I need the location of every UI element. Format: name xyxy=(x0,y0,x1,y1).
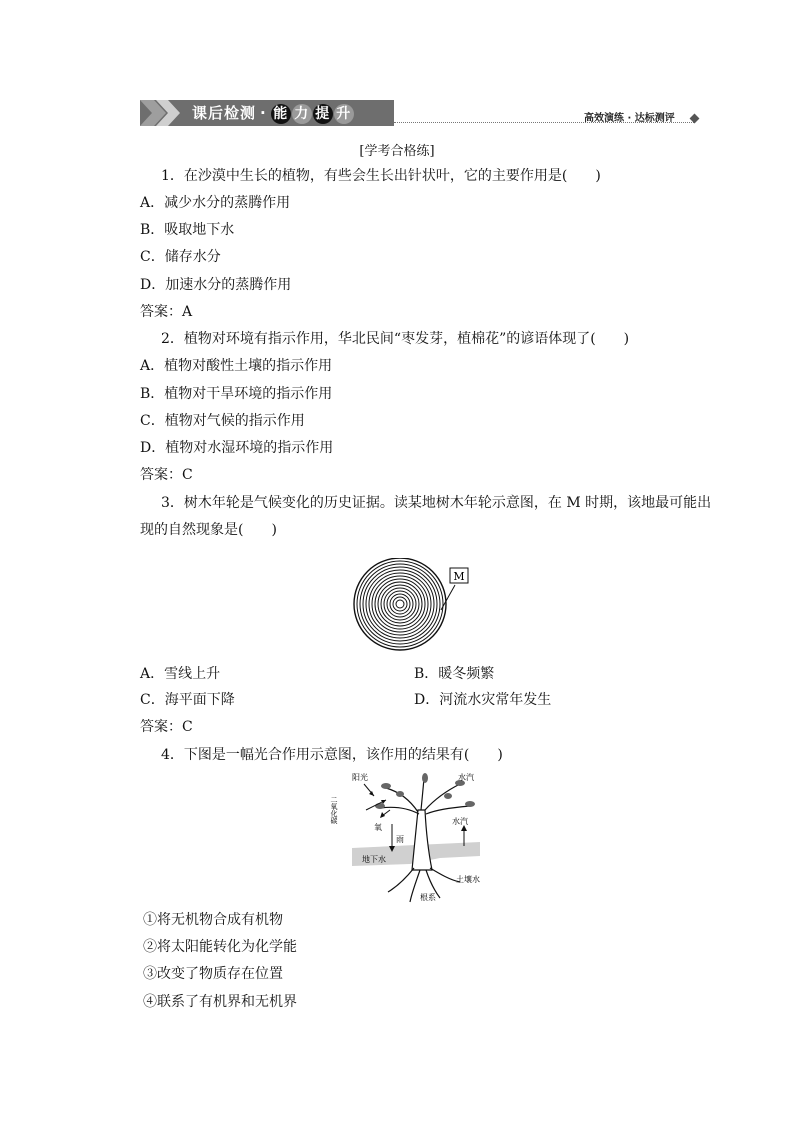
branch-right xyxy=(425,784,460,810)
question-2-answer: 答案：C xyxy=(140,467,193,483)
banner-title: 课后检测 xyxy=(192,104,257,122)
chevron-arrows-icon xyxy=(140,100,200,126)
question-1-answer: 答案：A xyxy=(140,304,193,320)
label-groundwater: 地下水 xyxy=(362,855,386,864)
question-3-option-c: C．海平面下降 xyxy=(140,692,235,708)
tree-ring xyxy=(384,588,416,620)
tree-rings xyxy=(354,558,446,650)
tree-ring xyxy=(357,561,443,647)
tree-ring-figure xyxy=(340,558,480,658)
tree-ring xyxy=(375,579,425,629)
question-1-option-c: C．储存水分 xyxy=(140,249,221,265)
question-3-stem-line1: 3．树木年轮是气候变化的历史证据。读某地树木年轮示意图，在 M 时期，该地最可能出 xyxy=(161,495,712,511)
tree-trunk xyxy=(412,810,432,870)
question-4-stem: 4．下图是一幅光合作用示意图，该作用的结果有( ) xyxy=(161,747,503,763)
question-2-option-b: B．植物对干旱环境的指示作用 xyxy=(140,386,333,402)
banner-char-1: 能 xyxy=(271,104,291,124)
tree-ring xyxy=(363,567,437,641)
question-2-option-c: C．植物对气候的指示作用 xyxy=(140,413,305,429)
banner-char-3: 提 xyxy=(313,104,333,124)
banner-dot: · xyxy=(260,104,267,122)
tree-ring xyxy=(372,576,428,632)
leaf xyxy=(422,773,428,783)
question-1-option-b: B．吸取地下水 xyxy=(140,222,235,238)
leaf xyxy=(381,783,391,789)
tree-ring xyxy=(393,597,407,611)
question-3-stem-line2: 现的自然现象是( ) xyxy=(140,522,277,538)
tree-ring xyxy=(387,591,413,617)
section-banner xyxy=(140,100,394,126)
branch-right-low xyxy=(426,806,470,814)
tree-ring xyxy=(366,570,434,638)
label-rain: 雨 xyxy=(396,835,404,844)
photosynthesis-figure xyxy=(330,770,500,910)
leaf xyxy=(465,801,475,807)
leaf xyxy=(396,791,404,797)
label-vapor-top: 水汽 xyxy=(458,773,474,782)
question-1-option-d: D．加速水分的蒸腾作用 xyxy=(140,277,292,293)
question-2-option-d: D．植物对水湿环境的指示作用 xyxy=(140,440,334,456)
question-1-option-a: A．减少水分的蒸腾作用 xyxy=(140,195,291,211)
root xyxy=(388,868,414,892)
tree-ring xyxy=(396,600,404,608)
label-roots: 根系 xyxy=(420,893,436,902)
leaf xyxy=(444,793,452,799)
banner-char-4: 升 xyxy=(334,104,354,124)
tree-ring xyxy=(354,558,446,650)
label-vapor-right: 水汽 xyxy=(452,817,468,826)
ring-label-m: M xyxy=(453,570,465,583)
question-4-statement-1: ①将无机物合成有机物 xyxy=(143,912,283,928)
question-3-option-b: B．暖冬频繁 xyxy=(414,666,495,682)
question-1-stem: 1．在沙漠中生长的植物，有些会生长出针状叶，它的主要作用是( ) xyxy=(161,168,601,184)
question-2-option-a: A．植物对酸性土壤的指示作用 xyxy=(140,358,333,374)
header-right-text: 高效演练 · 达标测评 xyxy=(584,113,675,124)
banner-char-2: 力 xyxy=(292,104,312,124)
label-soil-water: 土壤水 xyxy=(456,875,480,884)
question-4-statement-2: ②将太阳能转化为化学能 xyxy=(143,939,297,955)
question-4-statement-3: ③改变了物质存在位置 xyxy=(143,966,283,982)
branch-top xyxy=(421,778,424,810)
question-3-option-a: A．雪线上升 xyxy=(140,666,221,682)
root xyxy=(410,870,420,902)
question-3-answer: 答案：C xyxy=(140,719,193,735)
leaf xyxy=(375,803,385,809)
label-co2: 二氧化碳 xyxy=(330,796,338,824)
label-sunlight: 阳光 xyxy=(352,773,368,782)
question-3-option-d: D．河流水灾常年发生 xyxy=(414,692,552,708)
label-oxygen: 氧 xyxy=(374,823,382,832)
tree-ring xyxy=(378,582,422,626)
question-2-stem: 2．植物对环境有指示作用，华北民间“枣发芽，植棉花”的谚语体现了( ) xyxy=(161,331,630,347)
section-title: [学考合格练] xyxy=(359,144,435,159)
question-4-statement-4: ④联系了有机界和无机界 xyxy=(143,994,297,1010)
